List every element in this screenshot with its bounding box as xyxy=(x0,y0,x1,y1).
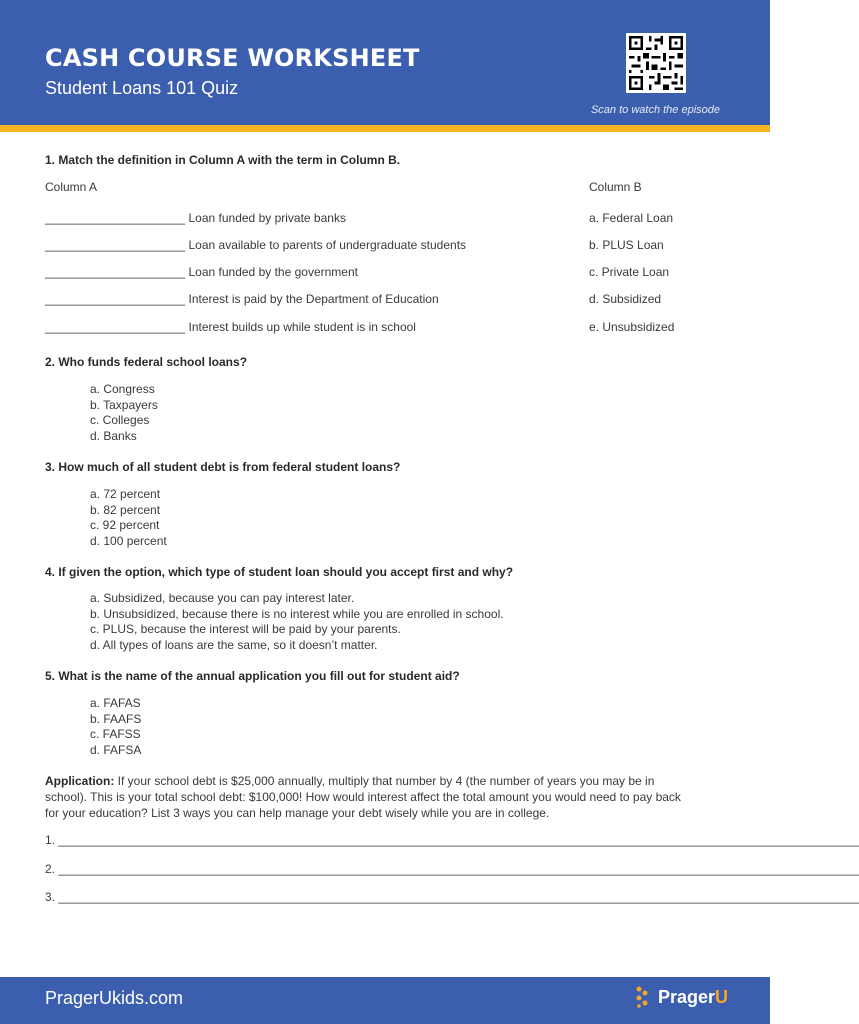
term-item: c. Private Loan xyxy=(589,265,670,279)
match-row[interactable] xyxy=(45,238,466,252)
option-item[interactable]: d. All types of loans are the same, so it doesn’t matter. xyxy=(90,637,378,652)
answer-blank[interactable]: _____________________ xyxy=(45,320,186,334)
question-1-prompt: 1. Match the definition in Column A with the term in Column B. xyxy=(45,153,401,167)
answer-line-2[interactable] xyxy=(45,862,859,876)
answer-line-3[interactable] xyxy=(45,890,859,904)
question-4-prompt: 4. If given the option, which type of student loan should you accept first and why? xyxy=(45,565,514,579)
application-label: Application: xyxy=(45,774,115,788)
question-2-prompt: 2. Who funds federal school loans? xyxy=(45,355,248,369)
application-paragraph xyxy=(45,773,695,821)
term-item: d. Subsidized xyxy=(589,292,662,306)
answer-line-number: 2. xyxy=(45,862,56,876)
logo-wordmark-u: U xyxy=(715,986,728,1007)
prageru-logo[interactable] xyxy=(634,985,728,1009)
option-item[interactable]: a. 72 percent xyxy=(90,487,161,501)
answer-underline[interactable]: ________________________________________________________________________________________________________________________ xyxy=(58,833,859,847)
option-item[interactable]: c. PLUS, because the interest will be paid by your parents. xyxy=(90,622,401,636)
answer-underline[interactable]: ________________________________________________________________________________________________________________________ xyxy=(58,890,859,904)
definition-text: Interest is paid by the Department of Education xyxy=(188,292,439,306)
answer-line-1[interactable] xyxy=(45,833,859,847)
answer-blank[interactable]: _____________________ xyxy=(45,292,186,306)
logo-dots-icon xyxy=(634,985,652,1009)
qr-code-icon[interactable] xyxy=(626,33,686,93)
definition-text: Loan available to parents of undergraduate students xyxy=(188,238,467,252)
match-row[interactable] xyxy=(45,265,358,279)
question-2-options xyxy=(90,382,158,444)
option-item[interactable]: a. Subsidized, because you can pay interest later. xyxy=(90,591,355,605)
option-item[interactable]: b. Unsubsidized, because there is no interest while you are enrolled in school. xyxy=(90,606,504,621)
question-4-options xyxy=(90,591,504,653)
option-item[interactable]: d. FAFSA xyxy=(90,742,142,757)
match-row[interactable] xyxy=(45,320,416,334)
option-item[interactable]: c. FAFSS xyxy=(90,727,141,741)
definition-text: Loan funded by private banks xyxy=(188,211,346,225)
column-a-label: Column A xyxy=(45,180,98,194)
option-item[interactable]: b. FAAFS xyxy=(90,711,142,726)
option-item[interactable]: c. 92 percent xyxy=(90,518,160,532)
question-5-prompt: 5. What is the name of the annual application you fill out for student aid? xyxy=(45,669,460,683)
application-text: If your school debt is $25,000 annually, multiply that number by 4 (the number of years you may be in school). This is your total school debt: $100,000! How would interest affect the total amount you would need to pay back for your education? List 3 ways you can help manage your debt wisely while you are in college. xyxy=(45,774,681,820)
logo-wordmark: Prager xyxy=(657,986,715,1007)
worksheet-subtitle: Student Loans 101 Quiz xyxy=(45,78,239,98)
question-3-options xyxy=(90,487,167,549)
scan-caption: Scan to watch the episode xyxy=(590,104,720,116)
term-item: b. PLUS Loan xyxy=(589,238,664,252)
question-3-prompt: 3. How much of all student debt is from federal student loans? xyxy=(45,460,401,474)
answer-blank[interactable]: _____________________ xyxy=(45,265,186,279)
answer-blank[interactable]: _____________________ xyxy=(45,238,186,252)
definition-text: Interest builds up while student is in school xyxy=(188,320,416,334)
option-item[interactable]: d. 100 percent xyxy=(90,533,167,548)
option-item[interactable]: d. Banks xyxy=(90,428,137,443)
answer-line-number: 3. xyxy=(45,890,56,904)
column-b-label: Column B xyxy=(589,180,642,194)
match-row[interactable] xyxy=(45,211,346,225)
definition-text: Loan funded by the government xyxy=(188,265,358,279)
header-accent-bar xyxy=(0,125,770,132)
worksheet-title: CASH COURSE WORKSHEET xyxy=(45,44,420,72)
term-item: a. Federal Loan xyxy=(589,211,674,225)
question-5-options xyxy=(90,696,141,758)
term-item: e. Unsubsidized xyxy=(589,320,675,334)
match-row[interactable] xyxy=(45,292,439,306)
option-item[interactable]: a. FAFAS xyxy=(90,696,141,710)
option-item[interactable]: a. Congress xyxy=(90,382,155,396)
option-item[interactable]: c. Colleges xyxy=(90,413,150,427)
option-item[interactable]: b. Taxpayers xyxy=(90,397,158,412)
option-item[interactable]: b. 82 percent xyxy=(90,502,161,517)
answer-blank[interactable]: _____________________ xyxy=(45,211,186,225)
footer-website-link[interactable]: PragerUkids.com xyxy=(45,988,184,1008)
answer-underline[interactable]: ________________________________________________________________________________________________________________________ xyxy=(58,862,859,876)
answer-line-number: 1. xyxy=(45,833,56,847)
